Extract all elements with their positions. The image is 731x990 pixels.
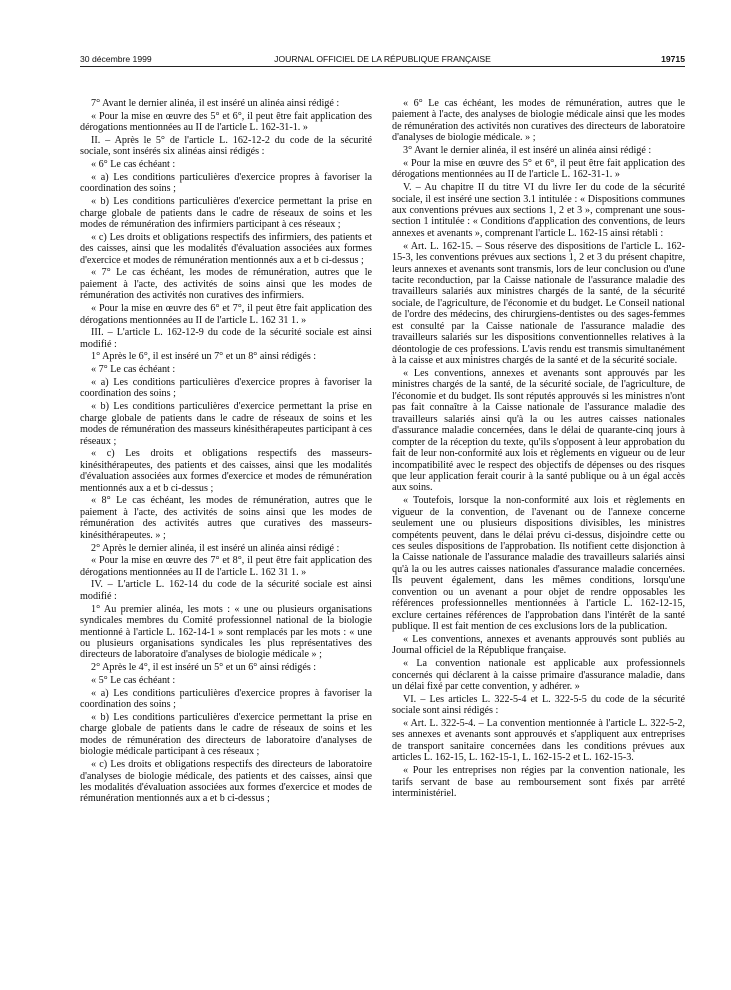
paragraph: « Pour les entreprises non régies par la convention nationale, les tarifs servant de base au remboursement sont fixés par arrêté interministériel.: [392, 765, 685, 799]
paragraph: « Pour la mise en œuvre des 5° et 6°, il peut être fait application des dérogations mentionnées au II de l'article L. 162-31-1. »: [392, 157, 685, 181]
paragraph: 1° Au premier alinéa, les mots : « une ou plusieurs organisations syndicales membres du Comité professionnel national de la biologie mentionné à l'article L. 162-14-1 » sont remplacés par les mots : « une ou plusieurs organisations syndicales les plus représentatives des directeurs de laboratoire d'analyses de biologie médicale » ;: [80, 603, 372, 661]
header-page-number: 19715: [661, 54, 685, 64]
paragraph: « Les conventions, annexes et avenants sont approuvés par les ministres chargés de la santé, de la sécurité sociale, de l'agriculture, de l'économie et du budget. Ils sont réputés approuvés si les ministres n'ont pas fait connaître à la Caisse nationale de l'assurance maladie des travailleurs salariés ainsi qu'à la ou les autres caisses nationales d'assurance maladie concernées, dans le délai de quarante-cinq jours à compter de la réception du texte, qu'ils s'opposent à leur approbation du fait de leur non-conformité aux lois et règlements en vigueur ou de leur incompatibilité avec le respect des objectifs de dépenses ou des risques que leur application ferait courir à la santé publique ou à un égal accès aux soins.: [392, 367, 685, 494]
header-journal-title: JOURNAL OFFICIEL DE LA RÉPUBLIQUE FRANÇAISE: [274, 54, 491, 64]
paragraph: 3° Avant le dernier alinéa, il est inséré un alinéa ainsi rédigé :: [403, 145, 652, 157]
paragraph: « c) Les droits et obligations respectifs des directeurs de laboratoire d'analyses de biologie médicale, des patients et des caisses, ainsi que les modalités d'évaluation associées aux formes d'exercice et modes de rémunération mentionnés aux a et b ci-dessus ;: [80, 759, 372, 805]
paragraph: « Pour la mise en œuvre des 7° et 8°, il peut être fait application des dérogations mentionnées au II de l'article L. 162 31 1. »: [80, 555, 372, 578]
paragraph: II. – Après le 5° de l'article L. 162-12-2 du code de la sécurité sociale, sont insérés six alinéas ainsi rédigés :: [80, 134, 372, 158]
paragraph: « c) Les droits et obligations respectifs des infirmiers, des patients et des caisses, ainsi que les modalités d'évaluation associées aux formes d'exercice et modes de rémunération mentionnés aux a et b ci-dessus ;: [80, 231, 372, 266]
paragraph: V. – Au chapitre II du titre VI du livre Ier du code de la sécurité sociale, il est inséré une section 3.1 intitulée : « Dispositions communes aux conventions prévues aux sections 1, 2 et 3 », comprenant une sous-section 1 intitulée : « Conditions d'application des conventions, de leurs annexes et avenants », comprenant l'article L. 162-15 ainsi rétabli :: [392, 182, 685, 239]
paragraph: « a) Les conditions particulières d'exercice propres à favoriser la coordination des soins ;: [80, 687, 372, 711]
paragraph: « b) Les conditions particulières d'exercice permettant la prise en charge globale de patients dans le cadre de réseaux de soins et les modes de rémunération des directeurs de laboratoire d'analyses de biologie médicale participant à ces réseaux ;: [80, 711, 372, 758]
header-rule: [80, 66, 685, 67]
paragraph: III. – L'article L. 162-12-9 du code de la sécurité sociale est ainsi modifié :: [80, 327, 372, 350]
paragraph: « Pour la mise en œuvre des 5° et 6°, il peut être fait application des dérogations mentionnées au II de l'article L. 162-31-1. »: [80, 110, 372, 134]
paragraph: « 6° Le cas échéant :: [91, 159, 176, 171]
paragraph: « 7° Le cas échéant, les modes de rémunération, autres que le paiement à l'acte, des activités de soins ainsi que les modes de rémunération des activités non curatives des infirmiers.: [80, 267, 372, 302]
right-column: [392, 98, 685, 801]
paragraph: 1° Après le 6°, il est inséré un 7° et un 8° ainsi rédigés :: [91, 351, 317, 363]
paragraph: VI. – Les articles L. 322-5-4 et L. 322-5-5 du code de la sécurité sociale sont ainsi rédigés :: [392, 693, 685, 717]
paragraph: 7° Avant le dernier alinéa, il est inséré un alinéa ainsi rédigé :: [91, 98, 340, 109]
page-header: [80, 54, 685, 70]
paragraph: « Les conventions, annexes et avenants approuvés sont publiés au Journal officiel de la République française.: [392, 633, 685, 657]
paragraph: « b) Les conditions particulières d'exercice permettant la prise en charge globale de patients dans le cadre de réseaux de soins et les modes de rémunération des masseurs kinésithérapeutes participant à ces réseaux ;: [80, 401, 372, 447]
paragraph: 2° Après le 4°, il est inséré un 5° et un 6° ainsi rédigés :: [91, 662, 317, 674]
paragraph: « a) Les conditions particulières d'exercice propres à favoriser la coordination des soins ;: [80, 171, 372, 195]
paragraph: « b) Les conditions particulières d'exercice permettant la prise en charge globale de patients dans le cadre de réseaux de soins et les modes de rémunération des infirmiers participant à ces réseaux ;: [80, 196, 372, 231]
paragraph: « Art. L. 162-15. – Sous réserve des dispositions de l'article L. 162-15-3, les conventions prévues aux sections 1, 2 et 3 du présent chapitre, leurs annexes et avenants sont transmis, lors de leur conclusion ou d'une tacite reconduction, par la Caisse nationale de l'assurance maladie des travailleurs salariés aux ministres chargés de la santé, de la sécurité sociale, de l'agriculture, de l'économie et du budget. Le Conseil national de l'ordre des médecins, des chirurgiens-dentistes ou des sages-femmes est consulté par la Caisse nationale de l'assurance maladie des travailleurs salariés sur les dispositions conventionnelles relatives à la déontologie de ces professions. L'avis rendu est transmis simultanément à la caisse et aux ministres chargés de la santé et de la sécurité sociale.: [392, 240, 685, 367]
paragraph: « 7° Le cas échéant :: [91, 364, 176, 376]
paragraph: « Pour la mise en œuvre des 6° et 7°, il peut être fait application des dérogations mentionnées au II de l'article L. 162 31 1. »: [80, 303, 372, 326]
paragraph: 2° Après le dernier alinéa, il est inséré un alinéa ainsi rédigé :: [91, 542, 340, 554]
paragraph: « 8° Le cas échéant, les modes de rémunération, autres que le paiement à l'acte, des activités de soins ainsi que les modes de rémunération des activités autres que curatives des masseurs-kinésithérapeutes. » ;: [80, 495, 372, 541]
paragraph: « c) Les droits et obligations respectifs des masseurs-kinésithérapeutes, des patients et des caisses, ainsi que les modalités d'évaluation associées aux formes d'exercice et modes de rémunération mentionnés aux a et b ci-dessus ;: [80, 448, 372, 494]
header-date: 30 décembre 1999: [80, 54, 152, 64]
paragraph: « Art. L. 322-5-4. – La convention mentionnée à l'article L. 322-5-2, ses annexes et avenants sont approuvés et s'appliquent aux entreprises de transport sanitaire concernées dans les conditions prévues aux articles L. 162-15, L. 162-15-1, L. 162-15-2 et L. 162-15-3.: [392, 717, 685, 764]
paragraph: « La convention nationale est applicable aux professionnels concernés qui déclarent à la caisse primaire d'assurance maladie, dans un délai fixé par cette convention, y adhérer. »: [392, 658, 685, 693]
paragraph: « 6° Le cas échéant, les modes de rémunération, autres que le paiement à l'acte, des analyses de biologie médicale ainsi que les modes de rémunération des activités non curatives des directeurs de laboratoire d'analyses de biologie médicale. » ;: [392, 98, 685, 144]
paragraph: IV. – L'article L. 162-14 du code de la sécurité sociale est ainsi modifié :: [80, 579, 372, 602]
left-column: [80, 98, 372, 806]
paragraph: « 5° Le cas échéant :: [91, 674, 176, 686]
paragraph: « Toutefois, lorsque la non-conformité aux lois et règlements en vigueur de la convention, de l'avenant ou de l'annexe concerne seulement une ou plusieurs dispositions divisibles, les ministres compétents peuvent, dans le délai prévu ci-dessus, disjoindre cette ou ces seules dispositions de l'approbation. Ils notifient cette disjonction à la Caisse nationale de l'assurance maladie des travailleurs salariés ainsi qu'à la ou les autres caisses nationales d'assurance maladie concernées. Ils peuvent également, dans les mêmes conditions, lorsqu'une convention ou un avenant a pour objet de rendre opposables les références professionnelles mentionnées à l'article L. 162-12-15, exclure certaines références de l'approbation dans l'intérêt de la santé publique. Il est fait mention de ces exclusions lors de la publication.: [392, 495, 685, 633]
paragraph: « a) Les conditions particulières d'exercice propres à favoriser la coordination des soins ;: [80, 376, 372, 400]
